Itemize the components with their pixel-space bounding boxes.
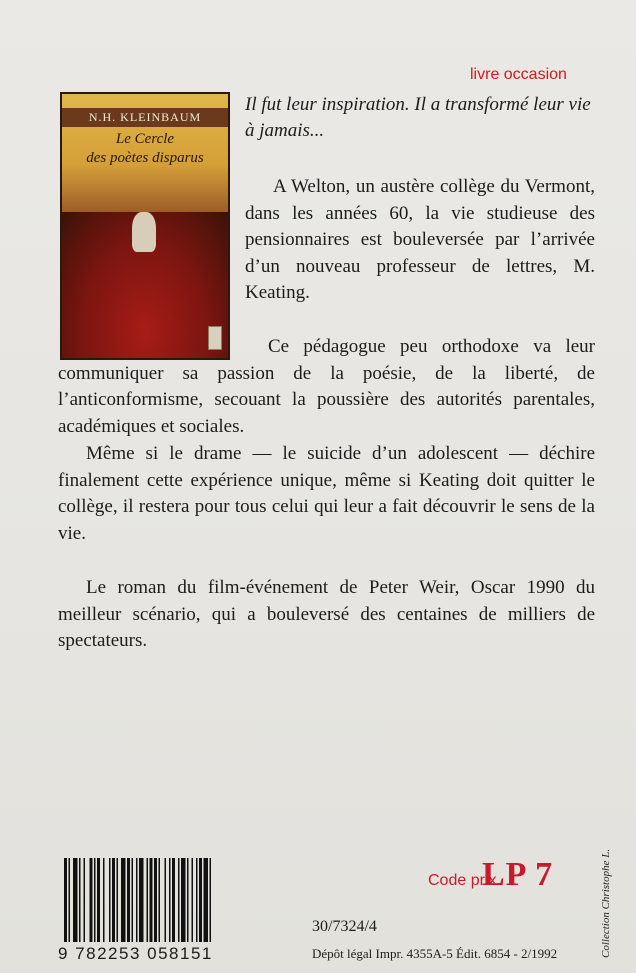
paragraph-3 (58, 441, 595, 547)
cover-title-line2: des poètes disparus (86, 150, 204, 166)
paragraph-4-text: Le roman du film-événement de Peter Weir, Oscar 1990 du meilleur scénario, qui a bouleversé des centaines de milliers de spectateurs. (58, 577, 595, 651)
barcode-number: 9 782253 058151 (58, 944, 213, 963)
barcode-icon (58, 858, 288, 948)
cover-thumbnail (60, 92, 230, 360)
intro-tagline: Il fut leur inspiration. Il a transformé leur vie à jamais... (245, 94, 591, 141)
paragraph-3-text: Même si le drame — le suicide d’un adolescent — déchire finalement cette expérience unique, même si Keating doit quitter le collège, il restera pour tous celui qui leur a fait découvrir le sens de la vie. (58, 443, 595, 544)
paragraph-1-text: A Welton, un austère collège du Vermont, dans les années 60, la vie studieuse des pensionnaires est bouleversée par l’arrivée d’un nouveau professeur de lettres, M. Keating. (245, 176, 595, 303)
cover-title-line1: Le Cercle (115, 131, 175, 147)
watermark-label: livre occasion (470, 66, 567, 83)
price-code-value: LP 7 (482, 856, 554, 893)
paragraph-1 (245, 174, 595, 307)
cover-title (62, 130, 228, 168)
collection-credit: Collection Christophe L. (600, 848, 612, 958)
paragraph-4 (58, 575, 595, 655)
paragraph-2-text: Ce pédagogue peu orthodoxe va leur communiquer sa passion de la poésie, de la liberté, de l’anticonformisme, secouant la poussière des autorités parentales, académiques et sociales. (58, 336, 595, 437)
cover-author: N.H. KLEINBAUM (62, 108, 228, 127)
paragraph-2 (58, 334, 595, 440)
price-code-label: Code prix (428, 872, 497, 889)
legal-deposit: Dépôt légal Impr. 4355A-5 Édit. 6854 - 2/1992 (312, 946, 558, 961)
catalog-reference: 30/7324/4 (312, 918, 377, 935)
